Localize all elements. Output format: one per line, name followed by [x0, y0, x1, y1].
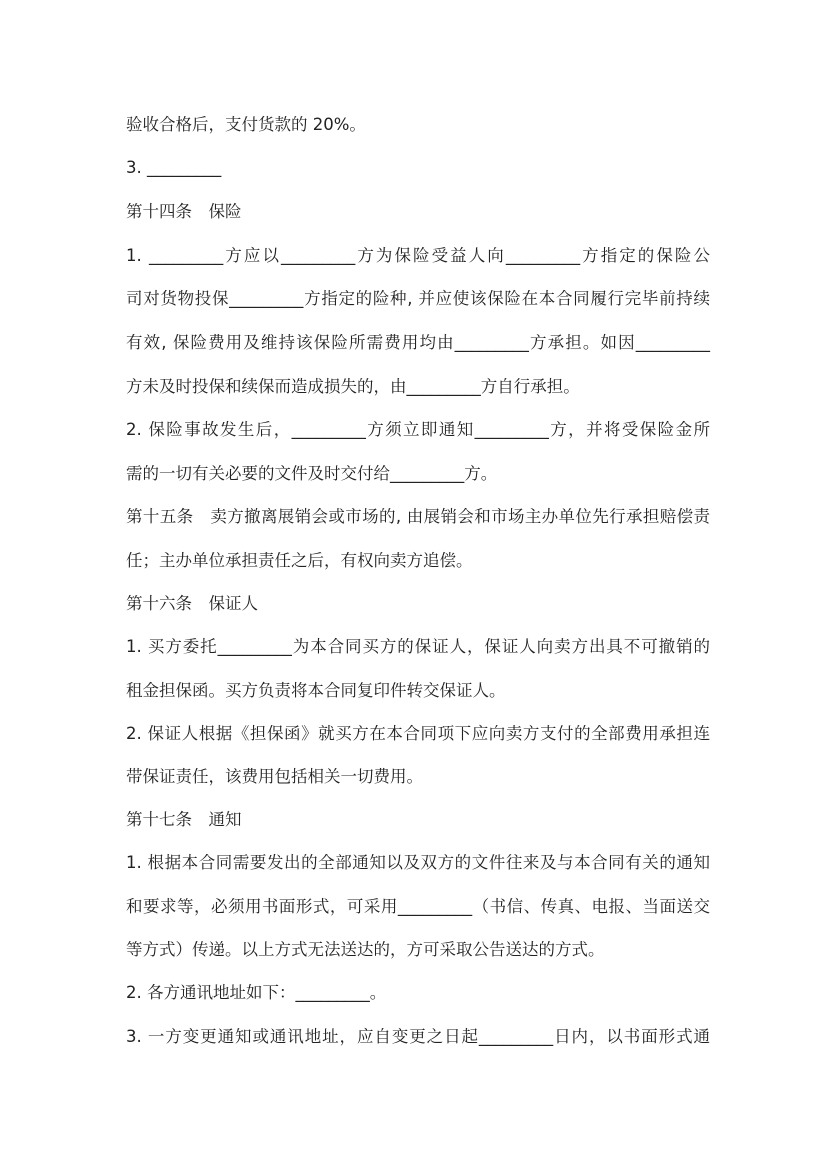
text-line: 租金担保函。买方负责将本合同复印件转交保证人。 [126, 681, 506, 700]
text-line: 带保证责任，该费用包括相关一切费用。 [126, 767, 423, 786]
text-line: 1. 根据本合同需要发出的全部通知以及双方的文件往来及与本合同有关的通知 [126, 853, 710, 872]
text-line: 1. _________方应以_________方为保险受益人向_________方指定的保险公 [126, 246, 710, 265]
text-line: 第十五条 卖方撤离展销会或市场的, 由展销会和市场主办单位先行承担赔偿责 [126, 507, 710, 526]
text-line: 2. 保险事故发生后，_________方须立即通知_________方，并将受保险金所 [126, 420, 710, 439]
text-line: 等方式）传递。以上方式无法送达的，方可采取公告送达的方式。 [126, 940, 605, 959]
text-line: 第十六条 保证人 [126, 594, 258, 613]
text-line: 任；主办单位承担责任之后，有权向卖方追偿。 [126, 551, 473, 570]
text-line: 第十四条 保险 [126, 202, 242, 221]
text-line: 1. 买方委托_________为本合同买方的保证人，保证人向卖方出具不可撤销的 [126, 637, 710, 656]
text-line: 2. 保证人根据《担保函》就买方在本合同项下应向卖方支付的全部费用承担连 [126, 724, 710, 743]
text-line: 需的一切有关必要的文件及时交付给_________方。 [126, 464, 498, 483]
text-line: 司对货物投保_________方指定的险种, 并应使该保险在本合同履行完毕前持续 [126, 289, 710, 308]
text-line: 3. 一方变更通知或通讯地址，应自变更之日起_________日内，以书面形式通 [126, 1027, 710, 1046]
text-line: 第十七条 通知 [126, 810, 242, 829]
text-line: 和要求等，必须用书面形式，可采用_________（书信、传真、电报、当面送交 [126, 897, 710, 916]
text-line: 2. 各方通讯地址如下：_________。 [126, 983, 387, 1002]
text-line: 3. _________ [126, 158, 222, 177]
text-line: 验收合格后，支付货款的 20%。 [126, 115, 366, 134]
text-line: 有效, 保险费用及维持该保险所需费用均由_________方承担。如因_________ [126, 333, 710, 352]
text-line: 方未及时投保和续保而造成损失的，由_________方自行承担。 [126, 377, 580, 396]
